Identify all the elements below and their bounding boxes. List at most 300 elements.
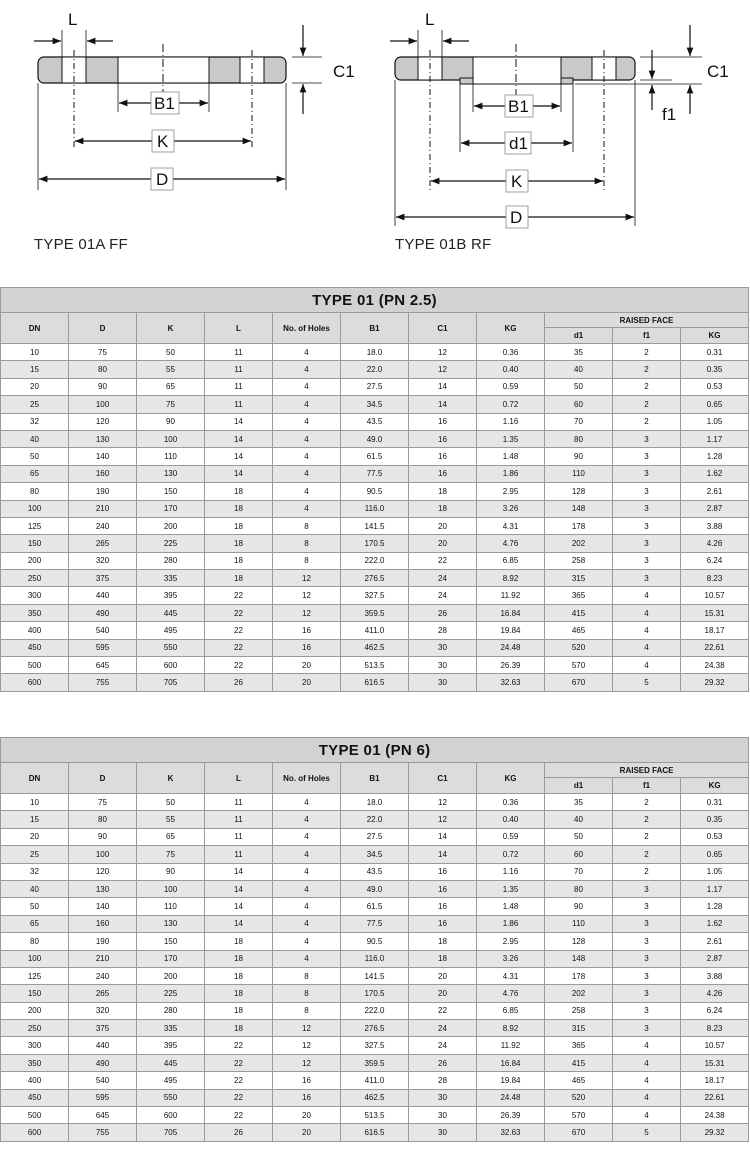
- cell-k: 705: [137, 674, 205, 691]
- cell-d: 100: [69, 396, 137, 413]
- cell-dn: 125: [1, 517, 69, 534]
- cell-kg: 1.16: [477, 413, 545, 430]
- cell-dn: 600: [1, 1124, 69, 1141]
- cell-l: 14: [205, 880, 273, 897]
- col-header-b1: B1: [341, 763, 409, 794]
- table-row: [1, 361, 749, 378]
- cell-k: 75: [137, 846, 205, 863]
- cell-rf-f1: 3: [613, 517, 681, 534]
- cell-c1: 14: [409, 378, 477, 395]
- cell-rf-kg: 24.38: [681, 657, 749, 674]
- cell-b1: 77.5: [341, 915, 409, 932]
- cell-c1: 20: [409, 517, 477, 534]
- cell-c1: 30: [409, 1124, 477, 1141]
- cell-dn: 65: [1, 915, 69, 932]
- cell-holes: 8: [273, 552, 341, 569]
- cell-rf-d1: 128: [545, 483, 613, 500]
- cell-c1: 18: [409, 950, 477, 967]
- cell-rf-d1: 415: [545, 1054, 613, 1071]
- cell-l: 18: [205, 967, 273, 984]
- cell-holes: 4: [273, 378, 341, 395]
- cell-l: 22: [205, 604, 273, 621]
- cell-dn: 200: [1, 1002, 69, 1019]
- cell-k: 280: [137, 552, 205, 569]
- cell-d: 240: [69, 967, 137, 984]
- cell-rf-d1: 465: [545, 1072, 613, 1089]
- cell-kg: 1.48: [477, 448, 545, 465]
- cell-rf-f1: 2: [613, 863, 681, 880]
- table-row: [1, 622, 749, 639]
- col-header-k: K: [137, 313, 205, 344]
- table-row: [1, 1124, 749, 1141]
- cell-rf-f1: 2: [613, 413, 681, 430]
- cell-holes: 4: [273, 413, 341, 430]
- cell-holes: 16: [273, 1089, 341, 1106]
- col-header-d1: d1: [545, 778, 613, 794]
- label-f1-rf: f1: [662, 105, 677, 124]
- cell-rf-f1: 4: [613, 622, 681, 639]
- label-D-ff: D: [156, 170, 169, 189]
- cell-l: 11: [205, 361, 273, 378]
- cell-holes: 4: [273, 811, 341, 828]
- cell-rf-f1: 4: [613, 587, 681, 604]
- cell-rf-f1: 2: [613, 794, 681, 811]
- cell-holes: 8: [273, 535, 341, 552]
- cell-dn: 300: [1, 1037, 69, 1054]
- cell-rf-d1: 365: [545, 1037, 613, 1054]
- label-K-rf: K: [511, 172, 523, 191]
- cell-dn: 80: [1, 933, 69, 950]
- table-row: [1, 674, 749, 691]
- cell-rf-d1: 70: [545, 413, 613, 430]
- cell-k: 55: [137, 361, 205, 378]
- cell-k: 395: [137, 1037, 205, 1054]
- cell-kg: 4.76: [477, 985, 545, 1002]
- cell-l: 18: [205, 933, 273, 950]
- cell-rf-d1: 570: [545, 657, 613, 674]
- cell-d: 100: [69, 846, 137, 863]
- cell-rf-f1: 2: [613, 361, 681, 378]
- cell-rf-d1: 70: [545, 863, 613, 880]
- cell-k: 170: [137, 500, 205, 517]
- table-row: [1, 880, 749, 897]
- cell-d: 140: [69, 898, 137, 915]
- caption-type-01b-rf: TYPE 01B RF: [395, 236, 492, 253]
- cell-rf-d1: 35: [545, 794, 613, 811]
- cell-rf-f1: 3: [613, 985, 681, 1002]
- cell-dn: 40: [1, 430, 69, 447]
- cell-holes: 12: [273, 570, 341, 587]
- cell-rf-kg: 0.53: [681, 378, 749, 395]
- cell-kg: 2.95: [477, 933, 545, 950]
- col-header-kg: KG: [477, 313, 545, 344]
- cell-rf-f1: 4: [613, 1107, 681, 1124]
- cell-c1: 12: [409, 811, 477, 828]
- cell-kg: 8.92: [477, 570, 545, 587]
- cell-b1: 18.0: [341, 344, 409, 361]
- table-row: [1, 483, 749, 500]
- cell-b1: 222.0: [341, 1002, 409, 1019]
- cell-b1: 90.5: [341, 483, 409, 500]
- cell-rf-f1: 3: [613, 430, 681, 447]
- cell-holes: 12: [273, 1054, 341, 1071]
- cell-holes: 8: [273, 967, 341, 984]
- cell-holes: 4: [273, 500, 341, 517]
- cell-kg: 0.72: [477, 846, 545, 863]
- cell-kg: 2.95: [477, 483, 545, 500]
- table-row: [1, 1037, 749, 1054]
- table-row: [1, 448, 749, 465]
- cell-k: 395: [137, 587, 205, 604]
- cell-k: 50: [137, 794, 205, 811]
- cell-holes: 4: [273, 863, 341, 880]
- cell-dn: 15: [1, 361, 69, 378]
- cell-dn: 150: [1, 535, 69, 552]
- cell-rf-f1: 3: [613, 915, 681, 932]
- label-B1-ff: B1: [154, 94, 175, 113]
- cell-c1: 12: [409, 344, 477, 361]
- cell-c1: 16: [409, 863, 477, 880]
- cell-l: 14: [205, 898, 273, 915]
- cell-rf-f1: 2: [613, 396, 681, 413]
- cell-l: 11: [205, 378, 273, 395]
- cell-rf-f1: 4: [613, 1089, 681, 1106]
- cell-dn: 25: [1, 396, 69, 413]
- cell-rf-d1: 315: [545, 1020, 613, 1037]
- cell-l: 18: [205, 500, 273, 517]
- cell-b1: 462.5: [341, 639, 409, 656]
- table-row: [1, 639, 749, 656]
- cell-d: 90: [69, 828, 137, 845]
- col-header-d: D: [69, 313, 137, 344]
- cell-rf-kg: 1.17: [681, 430, 749, 447]
- cell-holes: 4: [273, 915, 341, 932]
- cell-d: 440: [69, 587, 137, 604]
- table-title: TYPE 01 (PN 2.5): [1, 288, 749, 313]
- cell-d: 375: [69, 1020, 137, 1037]
- cell-rf-kg: 2.61: [681, 933, 749, 950]
- cell-b1: 170.5: [341, 535, 409, 552]
- table-row: [1, 985, 749, 1002]
- cell-l: 18: [205, 483, 273, 500]
- cell-rf-kg: 4.26: [681, 985, 749, 1002]
- spec-table-pn2-5: [0, 287, 749, 692]
- cell-kg: 24.48: [477, 1089, 545, 1106]
- cell-b1: 77.5: [341, 465, 409, 482]
- cell-l: 14: [205, 863, 273, 880]
- cell-holes: 4: [273, 933, 341, 950]
- cell-b1: 22.0: [341, 361, 409, 378]
- cell-rf-kg: 15.31: [681, 1054, 749, 1071]
- cell-l: 18: [205, 517, 273, 534]
- cell-d: 755: [69, 674, 137, 691]
- cell-kg: 26.39: [477, 657, 545, 674]
- cell-b1: 616.5: [341, 674, 409, 691]
- cell-b1: 513.5: [341, 1107, 409, 1124]
- cell-c1: 16: [409, 880, 477, 897]
- cell-rf-f1: 4: [613, 639, 681, 656]
- cell-b1: 90.5: [341, 933, 409, 950]
- cell-k: 100: [137, 430, 205, 447]
- cell-holes: 12: [273, 604, 341, 621]
- cell-rf-f1: 3: [613, 483, 681, 500]
- cell-l: 14: [205, 430, 273, 447]
- cell-dn: 450: [1, 639, 69, 656]
- cell-holes: 12: [273, 587, 341, 604]
- cell-k: 200: [137, 517, 205, 534]
- cell-b1: 327.5: [341, 587, 409, 604]
- cell-rf-d1: 670: [545, 1124, 613, 1141]
- cell-l: 18: [205, 1002, 273, 1019]
- cell-rf-d1: 80: [545, 880, 613, 897]
- cell-dn: 10: [1, 794, 69, 811]
- cell-holes: 4: [273, 361, 341, 378]
- cell-l: 22: [205, 587, 273, 604]
- cell-dn: 50: [1, 898, 69, 915]
- col-header-d1: d1: [545, 328, 613, 344]
- cell-rf-f1: 4: [613, 604, 681, 621]
- cell-kg: 4.31: [477, 967, 545, 984]
- cell-c1: 20: [409, 535, 477, 552]
- cell-b1: 34.5: [341, 396, 409, 413]
- cell-d: 320: [69, 1002, 137, 1019]
- cell-rf-f1: 3: [613, 950, 681, 967]
- cell-k: 335: [137, 570, 205, 587]
- cell-rf-kg: 29.32: [681, 1124, 749, 1141]
- cell-c1: 12: [409, 794, 477, 811]
- cell-d: 130: [69, 880, 137, 897]
- cell-c1: 26: [409, 1054, 477, 1071]
- cell-rf-d1: 520: [545, 639, 613, 656]
- cell-rf-kg: 18.17: [681, 622, 749, 639]
- cell-rf-f1: 3: [613, 500, 681, 517]
- table-title: TYPE 01 (PN 6): [1, 738, 749, 763]
- cell-c1: 20: [409, 985, 477, 1002]
- cell-d: 490: [69, 1054, 137, 1071]
- cell-rf-kg: 3.88: [681, 967, 749, 984]
- cell-rf-d1: 110: [545, 465, 613, 482]
- cell-kg: 6.85: [477, 552, 545, 569]
- cell-rf-d1: 465: [545, 622, 613, 639]
- cell-rf-f1: 2: [613, 846, 681, 863]
- table-row: [1, 846, 749, 863]
- cell-k: 130: [137, 915, 205, 932]
- cell-rf-kg: 0.35: [681, 361, 749, 378]
- cell-holes: 16: [273, 1072, 341, 1089]
- cell-kg: 19.84: [477, 622, 545, 639]
- cell-rf-kg: 1.05: [681, 413, 749, 430]
- cell-holes: 8: [273, 1002, 341, 1019]
- cell-d: 130: [69, 430, 137, 447]
- cell-c1: 16: [409, 430, 477, 447]
- table-row: [1, 863, 749, 880]
- cell-rf-d1: 202: [545, 985, 613, 1002]
- col-group-raised-face: RAISED FACE: [545, 313, 749, 328]
- table-row: [1, 1020, 749, 1037]
- cell-d: 490: [69, 604, 137, 621]
- cell-rf-kg: 29.32: [681, 674, 749, 691]
- cell-rf-kg: 18.17: [681, 1072, 749, 1089]
- cell-d: 440: [69, 1037, 137, 1054]
- cell-dn: 32: [1, 863, 69, 880]
- cell-dn: 32: [1, 413, 69, 430]
- col-header-rf-kg: KG: [681, 328, 749, 344]
- cell-rf-f1: 3: [613, 967, 681, 984]
- cell-d: 645: [69, 1107, 137, 1124]
- cell-holes: 4: [273, 828, 341, 845]
- cell-b1: 276.5: [341, 1020, 409, 1037]
- cell-rf-kg: 0.31: [681, 344, 749, 361]
- cell-holes: 12: [273, 1020, 341, 1037]
- cell-b1: 222.0: [341, 552, 409, 569]
- cell-holes: 4: [273, 483, 341, 500]
- cell-kg: 32.63: [477, 674, 545, 691]
- cell-rf-kg: 10.57: [681, 587, 749, 604]
- cell-rf-d1: 570: [545, 1107, 613, 1124]
- cell-dn: 65: [1, 465, 69, 482]
- cell-rf-kg: 22.61: [681, 1089, 749, 1106]
- cell-c1: 18: [409, 933, 477, 950]
- cell-k: 445: [137, 604, 205, 621]
- table-row: [1, 465, 749, 482]
- table-row: [1, 413, 749, 430]
- cell-d: 595: [69, 639, 137, 656]
- cell-b1: 27.5: [341, 378, 409, 395]
- cell-rf-d1: 50: [545, 828, 613, 845]
- cell-dn: 200: [1, 552, 69, 569]
- cell-rf-d1: 40: [545, 811, 613, 828]
- cell-b1: 18.0: [341, 794, 409, 811]
- cell-dn: 350: [1, 1054, 69, 1071]
- cell-kg: 1.48: [477, 898, 545, 915]
- cell-c1: 30: [409, 1089, 477, 1106]
- col-header-d: D: [69, 763, 137, 794]
- flange-diagrams: [0, 0, 750, 285]
- col-header-f1: f1: [613, 778, 681, 794]
- cell-rf-d1: 148: [545, 500, 613, 517]
- cell-rf-f1: 3: [613, 552, 681, 569]
- cell-rf-d1: 258: [545, 552, 613, 569]
- cell-dn: 25: [1, 846, 69, 863]
- cell-rf-kg: 1.28: [681, 898, 749, 915]
- table-row: [1, 657, 749, 674]
- col-header-rf-kg: KG: [681, 778, 749, 794]
- cell-l: 22: [205, 639, 273, 656]
- cell-b1: 359.5: [341, 604, 409, 621]
- cell-holes: 12: [273, 1037, 341, 1054]
- cell-d: 75: [69, 794, 137, 811]
- cell-l: 11: [205, 344, 273, 361]
- cell-b1: 34.5: [341, 846, 409, 863]
- cell-k: 50: [137, 344, 205, 361]
- cell-kg: 24.48: [477, 639, 545, 656]
- cell-rf-f1: 2: [613, 811, 681, 828]
- cell-rf-kg: 8.23: [681, 1020, 749, 1037]
- cell-rf-kg: 10.57: [681, 1037, 749, 1054]
- cell-rf-d1: 258: [545, 1002, 613, 1019]
- cell-holes: 20: [273, 1124, 341, 1141]
- cell-rf-d1: 148: [545, 950, 613, 967]
- col-header-k: K: [137, 763, 205, 794]
- cell-d: 265: [69, 535, 137, 552]
- table-row: [1, 1002, 749, 1019]
- table-row: [1, 828, 749, 845]
- cell-dn: 250: [1, 1020, 69, 1037]
- cell-dn: 500: [1, 657, 69, 674]
- cell-k: 150: [137, 933, 205, 950]
- cell-k: 65: [137, 828, 205, 845]
- cell-l: 11: [205, 846, 273, 863]
- cell-k: 130: [137, 465, 205, 482]
- cell-c1: 30: [409, 657, 477, 674]
- cell-rf-d1: 35: [545, 344, 613, 361]
- cell-dn: 10: [1, 344, 69, 361]
- label-C1-ff: C1: [333, 62, 355, 81]
- caption-type-01a-ff: TYPE 01A FF: [34, 236, 128, 253]
- cell-l: 26: [205, 1124, 273, 1141]
- table-body: [1, 794, 749, 1142]
- cell-rf-kg: 0.31: [681, 794, 749, 811]
- cell-dn: 300: [1, 587, 69, 604]
- cell-rf-kg: 2.87: [681, 950, 749, 967]
- cell-kg: 1.86: [477, 915, 545, 932]
- cell-k: 100: [137, 880, 205, 897]
- cell-l: 11: [205, 794, 273, 811]
- cell-rf-kg: 15.31: [681, 604, 749, 621]
- cell-k: 550: [137, 1089, 205, 1106]
- cell-l: 14: [205, 413, 273, 430]
- cell-rf-kg: 6.24: [681, 552, 749, 569]
- cell-kg: 0.72: [477, 396, 545, 413]
- cell-rf-d1: 365: [545, 587, 613, 604]
- cell-k: 600: [137, 657, 205, 674]
- cell-holes: 20: [273, 657, 341, 674]
- cell-rf-f1: 4: [613, 1037, 681, 1054]
- cell-holes: 4: [273, 898, 341, 915]
- cell-c1: 22: [409, 552, 477, 569]
- table-row: [1, 396, 749, 413]
- cell-holes: 4: [273, 880, 341, 897]
- table-row: [1, 967, 749, 984]
- cell-d: 190: [69, 933, 137, 950]
- cell-d: 645: [69, 657, 137, 674]
- cell-c1: 18: [409, 483, 477, 500]
- table-row: [1, 794, 749, 811]
- cell-rf-f1: 5: [613, 1124, 681, 1141]
- cell-rf-d1: 110: [545, 915, 613, 932]
- cell-kg: 0.59: [477, 828, 545, 845]
- cell-b1: 616.5: [341, 1124, 409, 1141]
- cell-rf-kg: 1.17: [681, 880, 749, 897]
- cell-holes: 8: [273, 517, 341, 534]
- cell-b1: 359.5: [341, 1054, 409, 1071]
- cell-k: 110: [137, 898, 205, 915]
- cell-kg: 0.36: [477, 794, 545, 811]
- cell-rf-kg: 22.61: [681, 639, 749, 656]
- cell-k: 550: [137, 639, 205, 656]
- cell-b1: 327.5: [341, 1037, 409, 1054]
- cell-rf-d1: 90: [545, 898, 613, 915]
- cell-kg: 16.84: [477, 604, 545, 621]
- table-row: [1, 430, 749, 447]
- cell-l: 22: [205, 622, 273, 639]
- cell-l: 14: [205, 915, 273, 932]
- cell-l: 18: [205, 950, 273, 967]
- col-header-kg: KG: [477, 763, 545, 794]
- cell-kg: 3.26: [477, 500, 545, 517]
- cell-l: 18: [205, 570, 273, 587]
- cell-k: 600: [137, 1107, 205, 1124]
